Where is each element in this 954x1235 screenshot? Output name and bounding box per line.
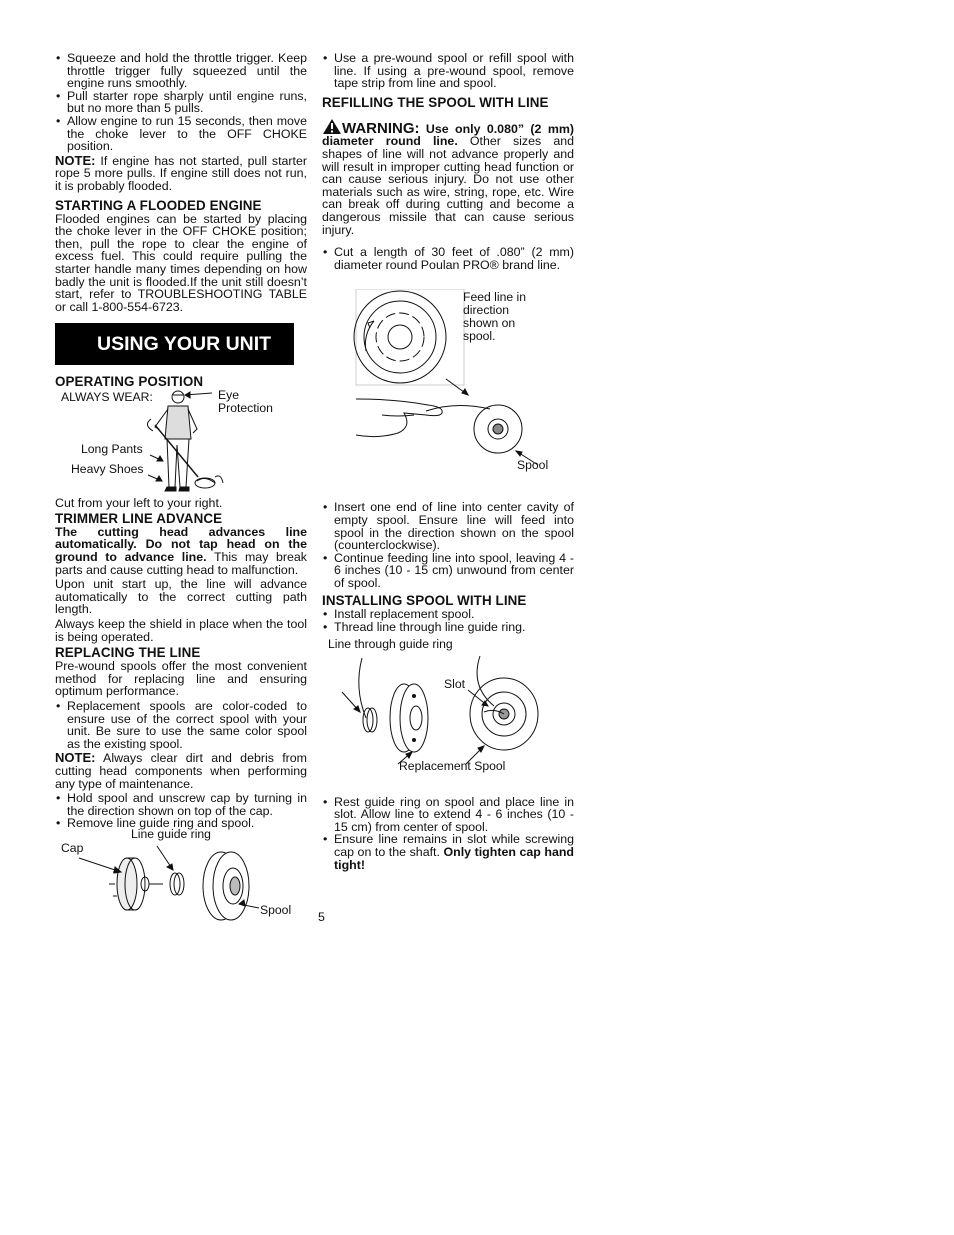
note-label: NOTE: bbox=[55, 750, 96, 766]
heavy-shoes-label: Heavy Shoes bbox=[71, 462, 144, 477]
list-item: • Insert one end of line into center cavity of empty spool. Ensure line will feed into spool in the direction shown on the spool (counterclockwise). bbox=[322, 501, 574, 551]
install-spool-illustration bbox=[322, 646, 574, 796]
list-item: • Pull starter rope sharply until engine runs, but no more than 5 pulls. bbox=[55, 90, 307, 115]
list-item: • Hold spool and unscrew cap by turning in the direction shown on top of the cap. bbox=[55, 792, 307, 817]
replacing-line-text: Pre-wound spools offer the most convenient method for replacing line and ensuring optimum performance. bbox=[55, 659, 307, 699]
line-guide-ring-label: Line guide ring bbox=[131, 826, 211, 841]
feed-line-label-3: shown on bbox=[463, 316, 516, 331]
list-item bbox=[322, 833, 574, 871]
right-column bbox=[322, 52, 574, 873]
spool-label: Spool bbox=[260, 902, 292, 917]
cut-length-list bbox=[322, 246, 574, 271]
list-item: • Cut a length of 30 feet of .080” (2 mm) diameter round Poulan PRO® brand line. bbox=[322, 246, 574, 271]
feed-line-label-1: Feed line in bbox=[463, 290, 527, 305]
note-paragraph-2 bbox=[55, 752, 307, 790]
trimmer-line-text-2: Upon unit start up, the line will advance automatically to the correct cutting path length. bbox=[55, 577, 307, 617]
trimmer-line-heading: TRIMMER LINE ADVANCE bbox=[55, 510, 223, 526]
intro-bullet-list bbox=[55, 52, 307, 153]
operating-position-figure bbox=[55, 389, 307, 497]
top-bullet-list bbox=[322, 52, 574, 90]
warning-triangle-icon bbox=[322, 118, 342, 135]
flooded-engine-text: Flooded engines can be started by placing the choke lever in the OFF CHOKE position; then, pull the rope to clear the engine of excess fuel. This could require pulling the starter handle many times depending on how badly the unit is flooded.If the unit still doesn’t start, refer to TROUBLESHOOTING TABLE or call 1-800-554-6723. bbox=[55, 211, 307, 314]
feed-line-figure bbox=[322, 289, 574, 501]
feed-line-label-4: spool. bbox=[463, 329, 496, 344]
final-bullet-list bbox=[322, 796, 574, 872]
trimmer-rest-text: This may break parts and cause cutting head to malfunction. bbox=[55, 550, 307, 577]
list-item: • Squeeze and hold the throttle trigger. Keep throttle trigger fully squeezed until the engine runs smoothly. bbox=[55, 52, 307, 90]
refilling-spool-heading: REFILLING THE SPOOL WITH LINE bbox=[322, 94, 549, 110]
replacing-bullet-list-2 bbox=[55, 792, 307, 830]
always-wear-label: ALWAYS WEAR: bbox=[61, 390, 153, 405]
trimmer-line-text bbox=[55, 526, 307, 576]
list-item: • Use a pre-wound spool or refill spool with line. If using a pre-wound spool, remove tape strip from line and spool. bbox=[322, 52, 574, 90]
feed-line-label-2: direction bbox=[463, 303, 510, 318]
ensure-text: Ensure line remains in slot while screwing cap on to the shaft. bbox=[334, 832, 574, 860]
slot-label: Slot bbox=[444, 676, 466, 691]
long-pants-label: Long Pants bbox=[81, 442, 143, 457]
trimmer-bold-text: The cutting head advances line automatically. Do not tap head on the ground to advance line. bbox=[55, 524, 307, 565]
warning-bold-text: Use only 0.080” (2 mm) diameter round line. bbox=[322, 121, 574, 149]
insert-bullet-list bbox=[322, 501, 574, 589]
replacing-bullet-list bbox=[55, 700, 307, 750]
trimmer-line-text-3: Always keep the shield in place when the tool is being operated. bbox=[55, 617, 307, 644]
list-item: • Install replacement spool. bbox=[322, 608, 574, 621]
replacement-spool-label: Replacement Spool bbox=[399, 758, 506, 773]
cut-direction-text: Cut from your left to your right. bbox=[55, 496, 223, 511]
line-through-guide-ring-label: Line through guide ring bbox=[328, 636, 453, 651]
operating-position-heading: OPERATING POSITION bbox=[55, 374, 204, 390]
left-column bbox=[55, 52, 307, 924]
list-item: • Remove line guide ring and spool. bbox=[55, 817, 307, 830]
note-label: NOTE: bbox=[55, 152, 96, 168]
spool-label: Spool bbox=[517, 458, 549, 473]
flooded-engine-heading: STARTING A FLOODED ENGINE bbox=[55, 197, 262, 213]
protection-label: Protection bbox=[218, 401, 273, 416]
note-text: If engine has not started, pull starter rope 5 more pulls. If engine still does not run, it is probably flooded. bbox=[55, 153, 307, 193]
list-item: • Rest guide ring on spool and place line in slot. Allow line to extend 4 - 6 inches (10 - 15 cm) from center of spool. bbox=[322, 796, 574, 834]
eye-label: Eye bbox=[218, 388, 240, 403]
list-item: • Continue feeding line into spool, leaving 4 - 6 inches (10 - 15 cm) unwound from center of spool. bbox=[322, 552, 574, 590]
using-your-unit-banner: USING YOUR UNIT bbox=[55, 323, 294, 365]
cap-label: Cap bbox=[61, 840, 84, 855]
warning-text: Other sizes and shapes of line will not advance properly and will result in improper cutting head function or can cause serious injury. Do not use other materials such as wire, string, rope, etc. Wire can break off during cutting and become a dangerous missile that can cause serious injury. bbox=[322, 134, 574, 237]
replacing-line-heading: REPLACING THE LINE bbox=[55, 645, 201, 661]
cap-spool-figure bbox=[55, 826, 307, 924]
note-text: Always clear dirt and debris from cutting head components when performing any type of maintenance. bbox=[55, 751, 307, 791]
installing-bullet-list bbox=[322, 608, 574, 633]
warning-label: WARNING: bbox=[342, 119, 420, 137]
note-paragraph bbox=[55, 152, 307, 193]
list-item: • Replacement spools are color-coded to ensure use of the correct spool with your unit. Be sure to use the same color spool as the existing spool. bbox=[55, 700, 307, 750]
warning-paragraph bbox=[322, 118, 574, 236]
install-spool-figure bbox=[322, 636, 574, 796]
page-number: 5 bbox=[318, 910, 325, 924]
list-item: • Thread line through line guide ring. bbox=[322, 621, 574, 634]
ensure-bold-text: Only tighten cap hand tight! bbox=[334, 845, 574, 872]
installing-spool-heading: INSTALLING SPOOL WITH LINE bbox=[322, 593, 527, 609]
list-item: • Allow engine to run 15 seconds, then move the choke lever to the OFF CHOKE position. bbox=[55, 115, 307, 153]
